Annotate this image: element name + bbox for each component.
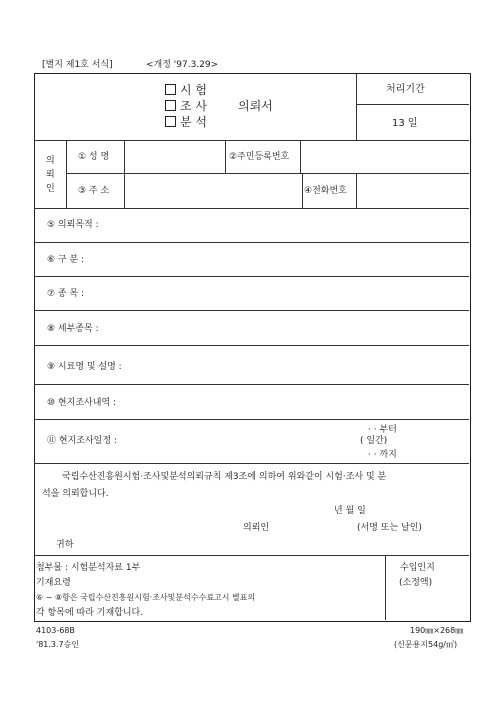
field-purpose: ⑤ 의뢰목적 :: [47, 220, 99, 230]
attachment-line-1: 첨부물 : 시험분석자료 1부: [36, 563, 141, 573]
title-option-test: 시 험: [165, 84, 207, 96]
resident-number-label: ②주민등록번호: [229, 152, 290, 162]
applicant-group-divider: [66, 140, 67, 208]
signature-note: (서명 또는 날인): [357, 523, 422, 533]
statement-line-1: 국립수산진흥원시험·조사및분석의뢰규칙 제3조에 의하여 위와같이 시험·조사 및 분: [62, 472, 387, 482]
field-sample: ⑨ 시료명 및 설명 :: [47, 362, 122, 372]
schedule-days: ( 일간): [360, 436, 388, 446]
label-col-divider: [124, 140, 125, 208]
applicant-signature-label: 의뢰인: [243, 523, 270, 533]
form-code: 4103-68B: [36, 626, 75, 635]
field-subtype: ⑧ 세부종목 :: [47, 324, 99, 334]
paper-type: (신문용지54g/㎡): [394, 640, 458, 649]
resident-divider: [225, 140, 226, 173]
checkbox-icon[interactable]: [165, 116, 176, 127]
applicant-bottom-line: [34, 208, 469, 209]
checkbox-icon[interactable]: [165, 84, 176, 95]
name-label: ① 성 명: [78, 152, 110, 162]
attachment-line-3: ⑥ ~ ⑧항은 국립수산진흥원시험·조사및분석수수료고시 별표의: [36, 593, 256, 602]
field-type: ⑦ 종 목 :: [47, 289, 85, 299]
stamp-divider: [385, 555, 386, 620]
title-option-analysis: 분 석: [165, 116, 207, 128]
phone-divider: [302, 173, 303, 208]
processing-divider: [356, 73, 357, 140]
applicant-group-char-1: 의: [46, 156, 55, 166]
schedule-label: ⑪ 현지조사일정 :: [47, 436, 117, 446]
document-title: 의뢰서: [238, 99, 273, 113]
stamp-sub: (소정액): [399, 578, 433, 588]
phone-value-divider: [356, 173, 357, 208]
recipient-label: 귀하: [56, 540, 74, 550]
applicant-group-char-3: 인: [46, 184, 55, 194]
statement-date: 년 월 일: [334, 506, 366, 516]
applicant-mid-line: [66, 173, 469, 174]
attachment-line-2: 기재요령: [36, 578, 71, 588]
stamp-label: 수입인지: [400, 563, 435, 573]
field-line: [34, 242, 469, 243]
statement-line-2: 석을 의뢰합니다.: [42, 489, 109, 499]
field-site-survey: ⑩ 현지조사내역 :: [47, 398, 116, 408]
form-number: [별지 제1호 서식]: [42, 60, 113, 70]
revision-note: <개정 '97.3.29>: [146, 60, 219, 70]
title-option-survey: 조 사: [165, 100, 207, 112]
phone-label: ④전화번호: [304, 186, 347, 196]
processing-label: 처리기간: [386, 84, 425, 95]
checkbox-icon[interactable]: [165, 100, 176, 111]
statement-bottom-line: [34, 555, 469, 556]
processing-split: [356, 104, 469, 105]
title-bottom-line: [34, 140, 469, 141]
schedule-bottom-line: [34, 463, 469, 464]
approval-date: '81.3.7승인: [36, 640, 80, 649]
address-label: ③ 주 소: [78, 186, 110, 196]
field-line: [34, 276, 469, 277]
field-line: [34, 310, 469, 311]
resident-value-divider: [300, 140, 301, 173]
schedule-to: · · 까지: [368, 450, 397, 460]
paper-size: 190㎜×268㎜: [410, 626, 464, 635]
field-line: [34, 384, 469, 385]
field-category: ⑥ 구 분 :: [47, 255, 85, 265]
schedule-from: · · 부터: [368, 425, 397, 435]
field-line: [34, 419, 469, 420]
processing-value: 13 일: [392, 118, 418, 129]
field-line: [34, 345, 469, 346]
applicant-group-char-2: 뢰: [46, 170, 55, 180]
attachment-line-4: 각 항목에 따라 기재합니다.: [36, 608, 144, 618]
